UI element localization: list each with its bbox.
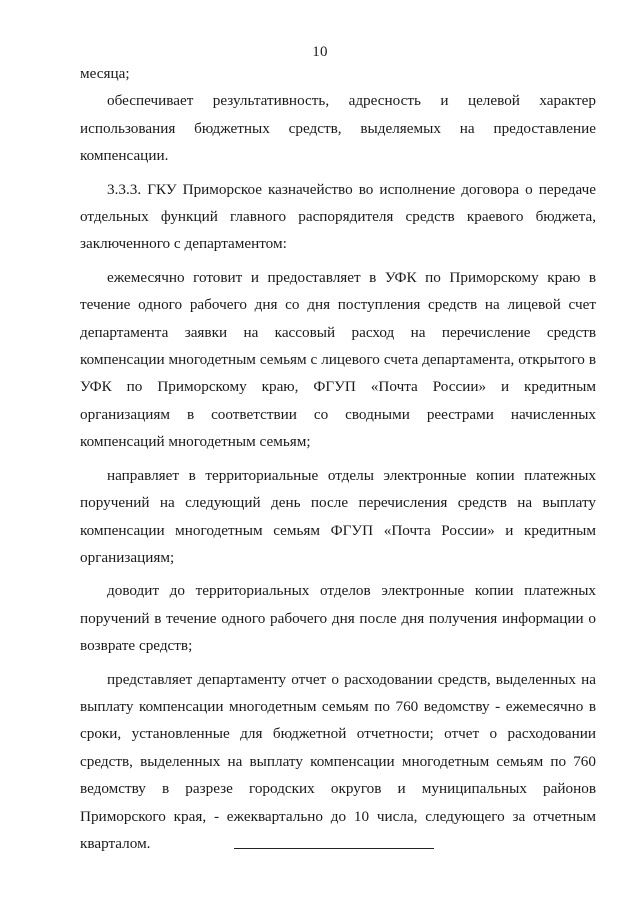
paragraph-brings-copies: доводит до территориальных отделов электронные копии платежных поручений в течение одного рабочего дня после дня получения информации о возврате средств; [80,582,596,655]
paragraph-presents-report: представляет департаменту отчет о расходовании средств, выделенных на выплату компенсации многодетным семьям по 760 ведомству - ежемесячно в сроки, установленные для бюджетной отчетности; отчет о расходовании средств, выделенных на выплату компенсации многодетным семьям по 760 ведомству в разрезе городских округов и муниципальных районов Приморского края, - ежеквартально до 10 числа, следующего за отчетным кварталом. [80,670,596,852]
paragraph-continuation: месяца; [80,65,130,82]
paragraph-sends-copies: направляет в территориальные отделы электронные копии платежных поручений на следующий день после перечисления средств на выплату компенсации многодетным семьям ФГУП «Почта России» и кредитным организациям; [80,466,596,566]
paragraph-monthly-prepares: ежемесячно готовит и предоставляет в УФК по Приморскому краю в течение одного рабочего дня со дня поступления средств на лицевой счет департамента заявки на кассовый расход на перечисление средств компенсации многодетным семьям с лицевого счета департамента, открытого в УФК по Приморскому краю, ФГУП «Почта России» и кредитным организациям в соответствии со сводными реестрами начисленных компенсаций многодетным семьям; [80,268,596,451]
page-number: 10 [312,44,328,60]
paragraph-section-3-3-3: 3.3.3. ГКУ Приморское казначейство во исполнение договора о передаче отдельных функций главного распорядителя средств краевого бюджета, заключенного с департаментом: [80,180,596,253]
paragraph-ensures-targeting: обеспечивает результативность, адресность и целевой характер использования бюджетных средств, выделяемых на предоставление компенсации. [80,92,596,165]
document-body [80,60,596,857]
footer-divider [234,848,434,849]
